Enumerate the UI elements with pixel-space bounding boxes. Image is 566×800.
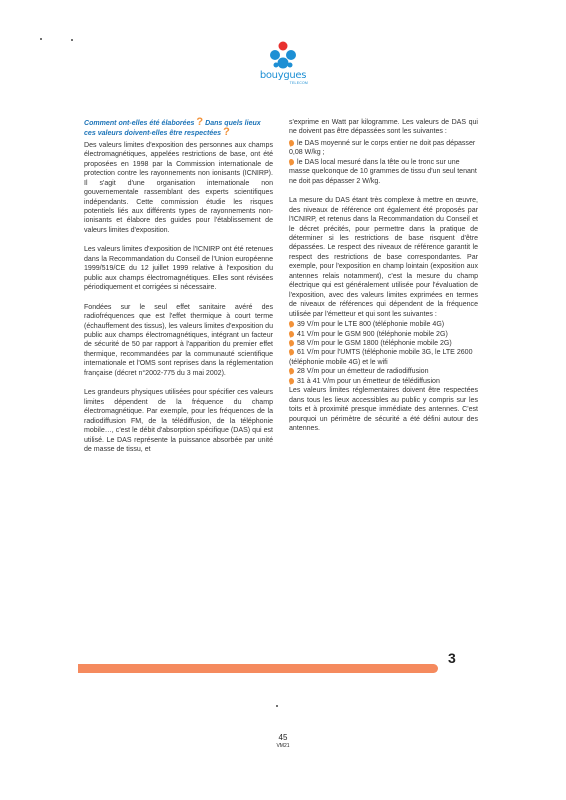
scan-speck — [71, 39, 73, 41]
paragraph: Fondées sur le seul effet sanitaire avéré des radiofréquences que est l'effet thermique à court terme (échauffement des tissus), les valeurs limites d'exposition du public aux champs électromagnétiques, intégrant un facteur de sécurité de 50 par rapport à l'apparition du premier effet thermique, recommandées par la communauté scientifique internationale et l'OMS sont reprises dans la réglementation française (décret n°2002-775 du 3 mai 2002). — [84, 303, 273, 377]
bullet-text: 39 V/m pour le LTE 800 (téléphonie mobile 4G) — [297, 321, 445, 329]
right-column — [289, 118, 478, 434]
section-heading — [84, 118, 273, 139]
bullet-text: 31 à 41 V/m pour un émetteur de télédiffusion — [297, 377, 440, 385]
question-mark-icon: ? — [223, 126, 230, 139]
paragraph: La mesure du DAS étant très complexe à mettre en œuvre, des niveaux de référence ont également été proposés par l'ICNIRP, et retenus dans la Recommandation du Conseil et le décret précités, pour permettre dans la pratique de déterminer si les restrictions de base risquent d'être dépassées. Le respect des niveaux de référence garantit le respect des restrictions de base correspondantes. Par exemple, pour l'exposition en champ lointain (exposition aux antennes relais notamment), c'est la mesure du champ électrique qui est généralement utilisée pour l'évaluation de l'exposition, avec des valeurs limites exprimées en termes de niveaux de références qui dépendent de la fréquence utilisée par l'émetteur et qui sont les suivantes : — [289, 197, 478, 318]
paragraph: Les grandeurs physiques utilisées pour spécifier ces valeurs limites dépendent de la fréquence du champ électromagnétique. Par exemple, pour les fréquences de la radiodiffusion FM, de la télédiffusion, de la téléphonie mobile…, c'est le débit d'absorption spécifique (DAS) qui est utilisé. Le DAS représente la puissance absorbée par unité de masse de tissu, et — [84, 389, 273, 453]
bullet-item — [289, 139, 478, 158]
bullet-icon — [288, 320, 295, 327]
paragraph: Les valeurs limites d'exposition de l'ICNIRP ont été retenues dans la Recommandation du Conseil de l'Union européenne 1999/519/CE du 12 juillet 1999 relative à l'exposition du public aux champs électromagnétiques. Elles sont révisées périodiquement et corrigées si nécessaire. — [84, 246, 273, 292]
bullet-text: 58 V/m pour le GSM 1800 (téléphonie mobile 2G) — [297, 339, 452, 347]
paragraph: Les valeurs limites réglementaires doivent être respectées dans tous les lieux accessibles au public y compris sur les toits et à proximité presque immédiate des antennes. C'est pourquoi un périmètre de sécurité a été défini autour des antennes. — [289, 387, 478, 433]
bullet-item — [289, 330, 478, 339]
scan-speck — [276, 705, 278, 707]
logo-sub: TELECOM — [289, 81, 308, 85]
bullet-item — [289, 367, 478, 376]
bullet-text: 41 V/m pour le GSM 900 (téléphonie mobile 2G) — [297, 330, 448, 338]
bouygues-logo — [258, 40, 308, 92]
heading-part-2: Dans quels lieux ces valeurs doivent-elles être respectées — [84, 120, 261, 138]
bullet-icon — [288, 377, 295, 384]
bullet-item — [289, 377, 478, 386]
bullet-text: le DAS moyenné sur le corps entier ne doit pas dépasser 0,08 W/kg ; — [289, 139, 476, 157]
scan-speck — [40, 38, 42, 40]
bullet-text: 61 V/m pour l'UMTS (téléphonie mobile 3G, le LTE 2600 (téléphonie mobile 4G) et le wifi — [289, 349, 473, 366]
paragraph: s'exprime en Watt par kilogramme. Les valeurs de DAS qui ne doivent pas être dépassées sont les suivantes : — [289, 119, 478, 136]
bullet-icon — [288, 139, 295, 146]
left-column — [84, 118, 273, 454]
bullet-item — [289, 158, 478, 186]
page-number: 3 — [448, 650, 456, 666]
bullet-icon — [288, 330, 295, 337]
bullet-icon — [288, 368, 295, 375]
heading-part-1: Comment ont-elles été élaborées — [84, 120, 195, 127]
question-mark-icon: ? — [196, 116, 204, 128]
bullet-icon — [288, 349, 295, 356]
bullet-item — [289, 320, 478, 329]
bullet-item — [289, 339, 478, 348]
bullet-item — [289, 348, 478, 367]
accent-bar — [78, 664, 438, 673]
bullet-text: le DAS local mesuré dans la tête ou le tronc sur une masse quelconque de 10 grammes de tissu d'un seul tenant ne doit pas dépasser 2 W/kg. — [289, 158, 477, 185]
bullet-text: 28 V/m pour un émetteur de radiodiffusion — [297, 368, 429, 376]
bullet-icon — [288, 339, 295, 346]
footer-code: VM21 — [276, 743, 290, 749]
paragraph: Des valeurs limites d'exposition des personnes aux champs électromagnétiques, appelées restrictions de base, ont été proposées en 1998 par la Commission internationale de protection contre les rayonnements non ionisants (ICNIRP). Il s'agit d'une organisation internationale non gouvernementale rassemblant des experts scientifiques indépendants. Cette commission étudie les risques potentiels liés aux différents types de rayonnements non-ionisants et élabore des guides pour l'établissement de valeurs limites d'exposition. — [84, 141, 273, 234]
logo-word: bouygues — [259, 70, 307, 81]
bullet-icon — [288, 158, 295, 165]
bouygues-dots-icon — [268, 40, 298, 70]
footer-number: 45 — [278, 733, 288, 742]
